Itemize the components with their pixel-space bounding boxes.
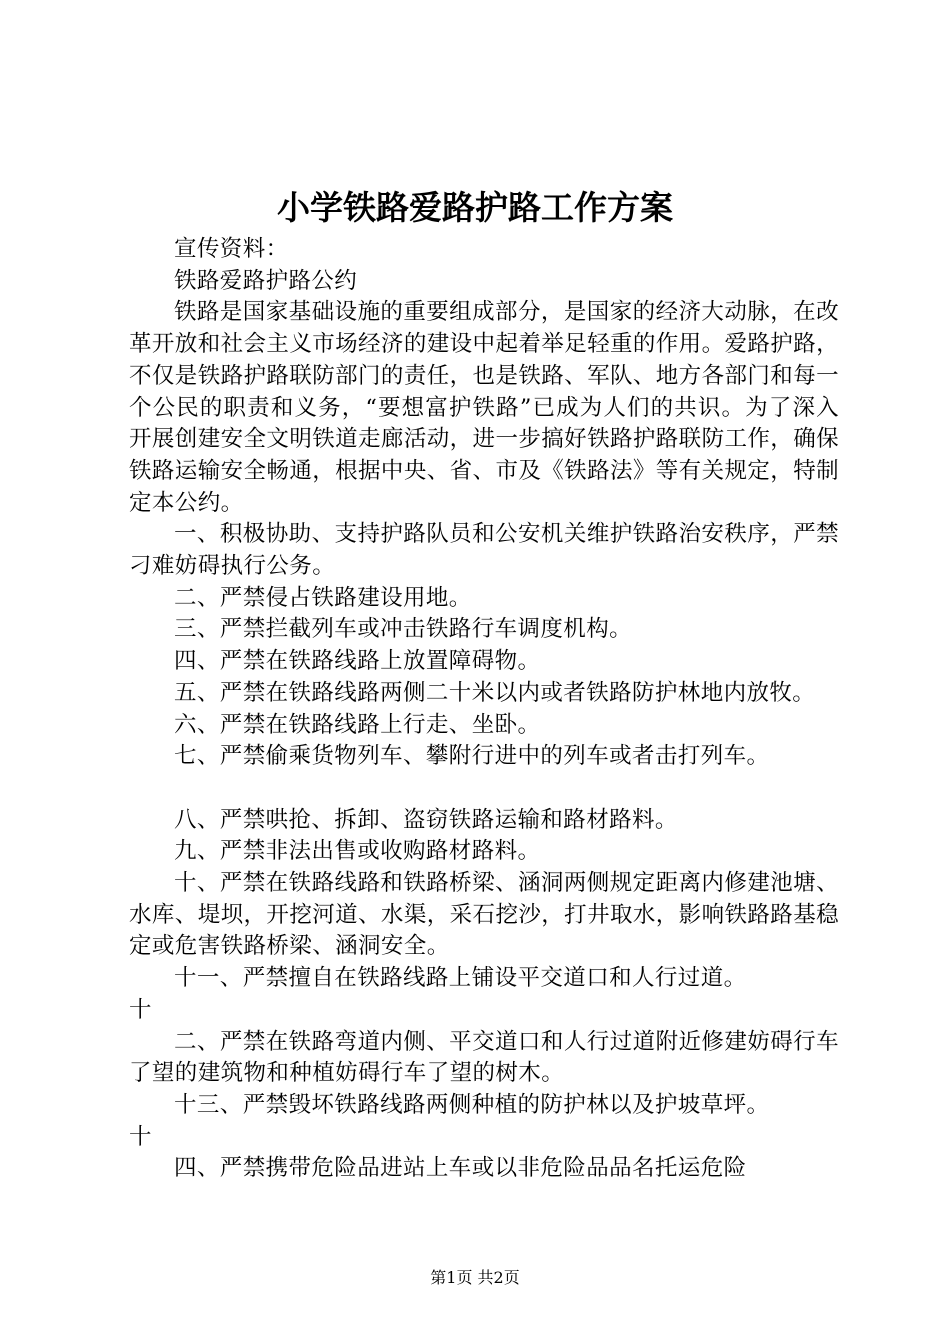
- paragraph-fragment: 十: [129, 1123, 152, 1150]
- document-body: [129, 234, 839, 1185]
- paragraph-rule-8: 八、严禁哄抢、拆卸、盗窃铁路运输和路材路料。: [174, 806, 678, 833]
- paragraph-rule-9: 九、严禁非法出售或收购路材路料。: [174, 838, 541, 865]
- paragraph-rule-6: 六、严禁在铁路线路上行走、坐卧。: [174, 711, 541, 738]
- blank-line: [129, 773, 839, 805]
- paragraph-rule-7: 七、严禁偷乘货物列车、攀附行进中的列车或者击打列车。: [174, 743, 770, 770]
- page-footer: 第1页 共2页: [430, 1268, 520, 1287]
- paragraph-rule-4: 四、严禁在铁路线路上放置障碍物。: [174, 648, 541, 675]
- paragraph-rule-3: 三、严禁拦截列车或冲击铁路行车调度机构。: [174, 616, 633, 643]
- paragraph-rule-12: 二、严禁在铁路弯道内侧、平交道口和人行过道附近修建妨碍行车了望的建筑物和种植妨碍行车了望的树木。: [129, 1028, 839, 1087]
- paragraph-intro: 铁路是国家基础设施的重要组成部分，是国家的经济大动脉，在改革开放和社会主义市场经济的建设中起着举足轻重的作用。爱路护路，不仅是铁路护路联防部门的责任，也是铁路、军队、地方各部门和每一个公民的职责和义务，“要想富护铁路”已成为人们的共识。为了深入开展创建安全文明铁道走廊活动，进一步搞好铁路护路联防工作，确保铁路运输安全畅通，根据中央、省、市及《铁路法》等有关规定，特制定本公约。: [129, 299, 839, 516]
- paragraph-fragment: 十: [129, 996, 152, 1023]
- paragraph-rule-5: 五、严禁在铁路线路两侧二十米以内或者铁路防护林地内放牧。: [174, 679, 816, 706]
- paragraph-rule-11: 十一、严禁擅自在铁路线路上铺设平交道口和人行过道。: [174, 965, 747, 992]
- paragraph-rule-14: 四、严禁携带危险品进站上车或以非危险品品名托运危险: [174, 1155, 747, 1182]
- paragraph-rule-1: 一、积极协助、支持护路队员和公安机关维护铁路治安秩序，严禁刁难妨碍执行公务。: [129, 521, 839, 580]
- paragraph-rule-10: 十、严禁在铁路线路和铁路桥梁、涵洞两侧规定距离内修建池塘、水库、堤坝，开挖河道、水渠，采石挖沙，打井取水，影响铁路路基稳定或危害铁路桥梁、涵洞安全。: [129, 870, 839, 960]
- document-title: 小学铁路爱路护路工作方案: [277, 188, 673, 227]
- paragraph-rule-13: 十三、严禁毁坏铁路线路两侧种植的防护林以及护坡草坪。: [174, 1091, 770, 1118]
- paragraph-label-promo: 宣传资料：: [174, 236, 289, 262]
- paragraph-rule-2: 二、严禁侵占铁路建设用地。: [174, 584, 472, 611]
- paragraph-heading-pact: 铁路爱路护路公约: [174, 267, 358, 294]
